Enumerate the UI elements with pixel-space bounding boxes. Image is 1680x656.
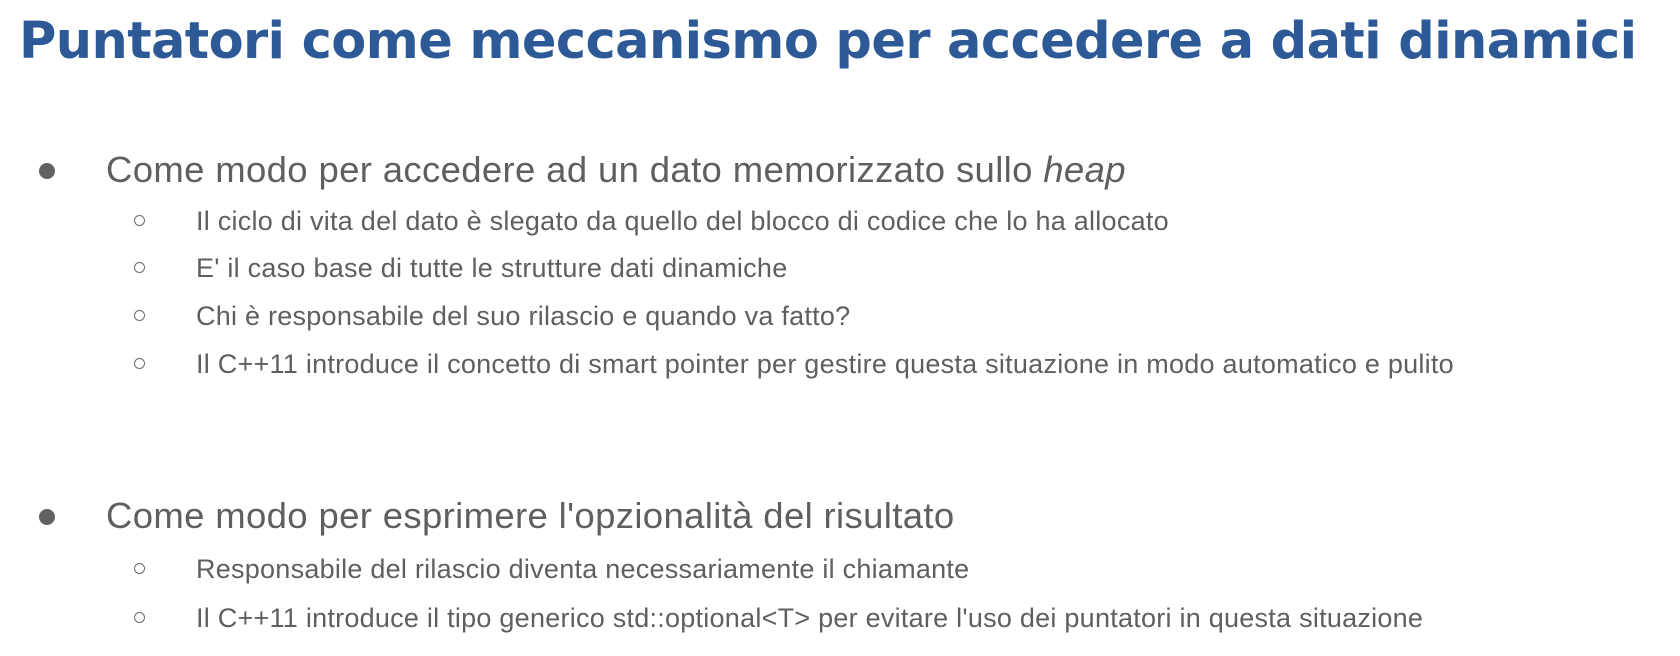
bullet-heading-text: Come modo per accedere ad un dato memorizzato sullo	[106, 149, 1044, 190]
bullet-heading	[106, 146, 1126, 194]
hollow-circle-bullet-icon	[134, 563, 145, 574]
sub-bullet-text: Il C++11 introduce il tipo generico std::optional<T> per evitare l'uso dei puntatori in questa situazione	[196, 603, 1424, 633]
hollow-circle-bullet-icon	[134, 310, 145, 321]
hollow-circle-bullet-icon	[134, 612, 145, 623]
sub-bullet-text: Chi è responsabile del suo rilascio e quando va fatto?	[196, 301, 851, 331]
hollow-circle-bullet-icon	[134, 215, 145, 226]
hollow-circle-bullet-icon	[134, 358, 145, 369]
sub-bullet-text: Il C++11 introduce il concetto di smart pointer per gestire questa situazione in modo automatico e pulito	[196, 349, 1454, 379]
sub-bullet-text: E' il caso base di tutte le strutture dati dinamiche	[196, 253, 788, 283]
filled-circle-bullet-icon	[39, 509, 55, 525]
sub-bullet-text: Responsabile del rilascio diventa necessariamente il chiamante	[196, 554, 970, 584]
slide-title: Puntatori come meccanismo per accedere a dati dinamici	[19, 12, 1637, 71]
filled-circle-bullet-icon	[39, 163, 55, 179]
heap-emphasis: heap	[1043, 149, 1126, 190]
hollow-circle-bullet-icon	[134, 262, 145, 273]
sub-bullet-text: Il ciclo di vita del dato è slegato da quello del blocco di codice che lo ha allocato	[196, 206, 1169, 236]
bullet-heading-text: Come modo per esprimere l'opzionalità del risultato	[106, 495, 955, 536]
